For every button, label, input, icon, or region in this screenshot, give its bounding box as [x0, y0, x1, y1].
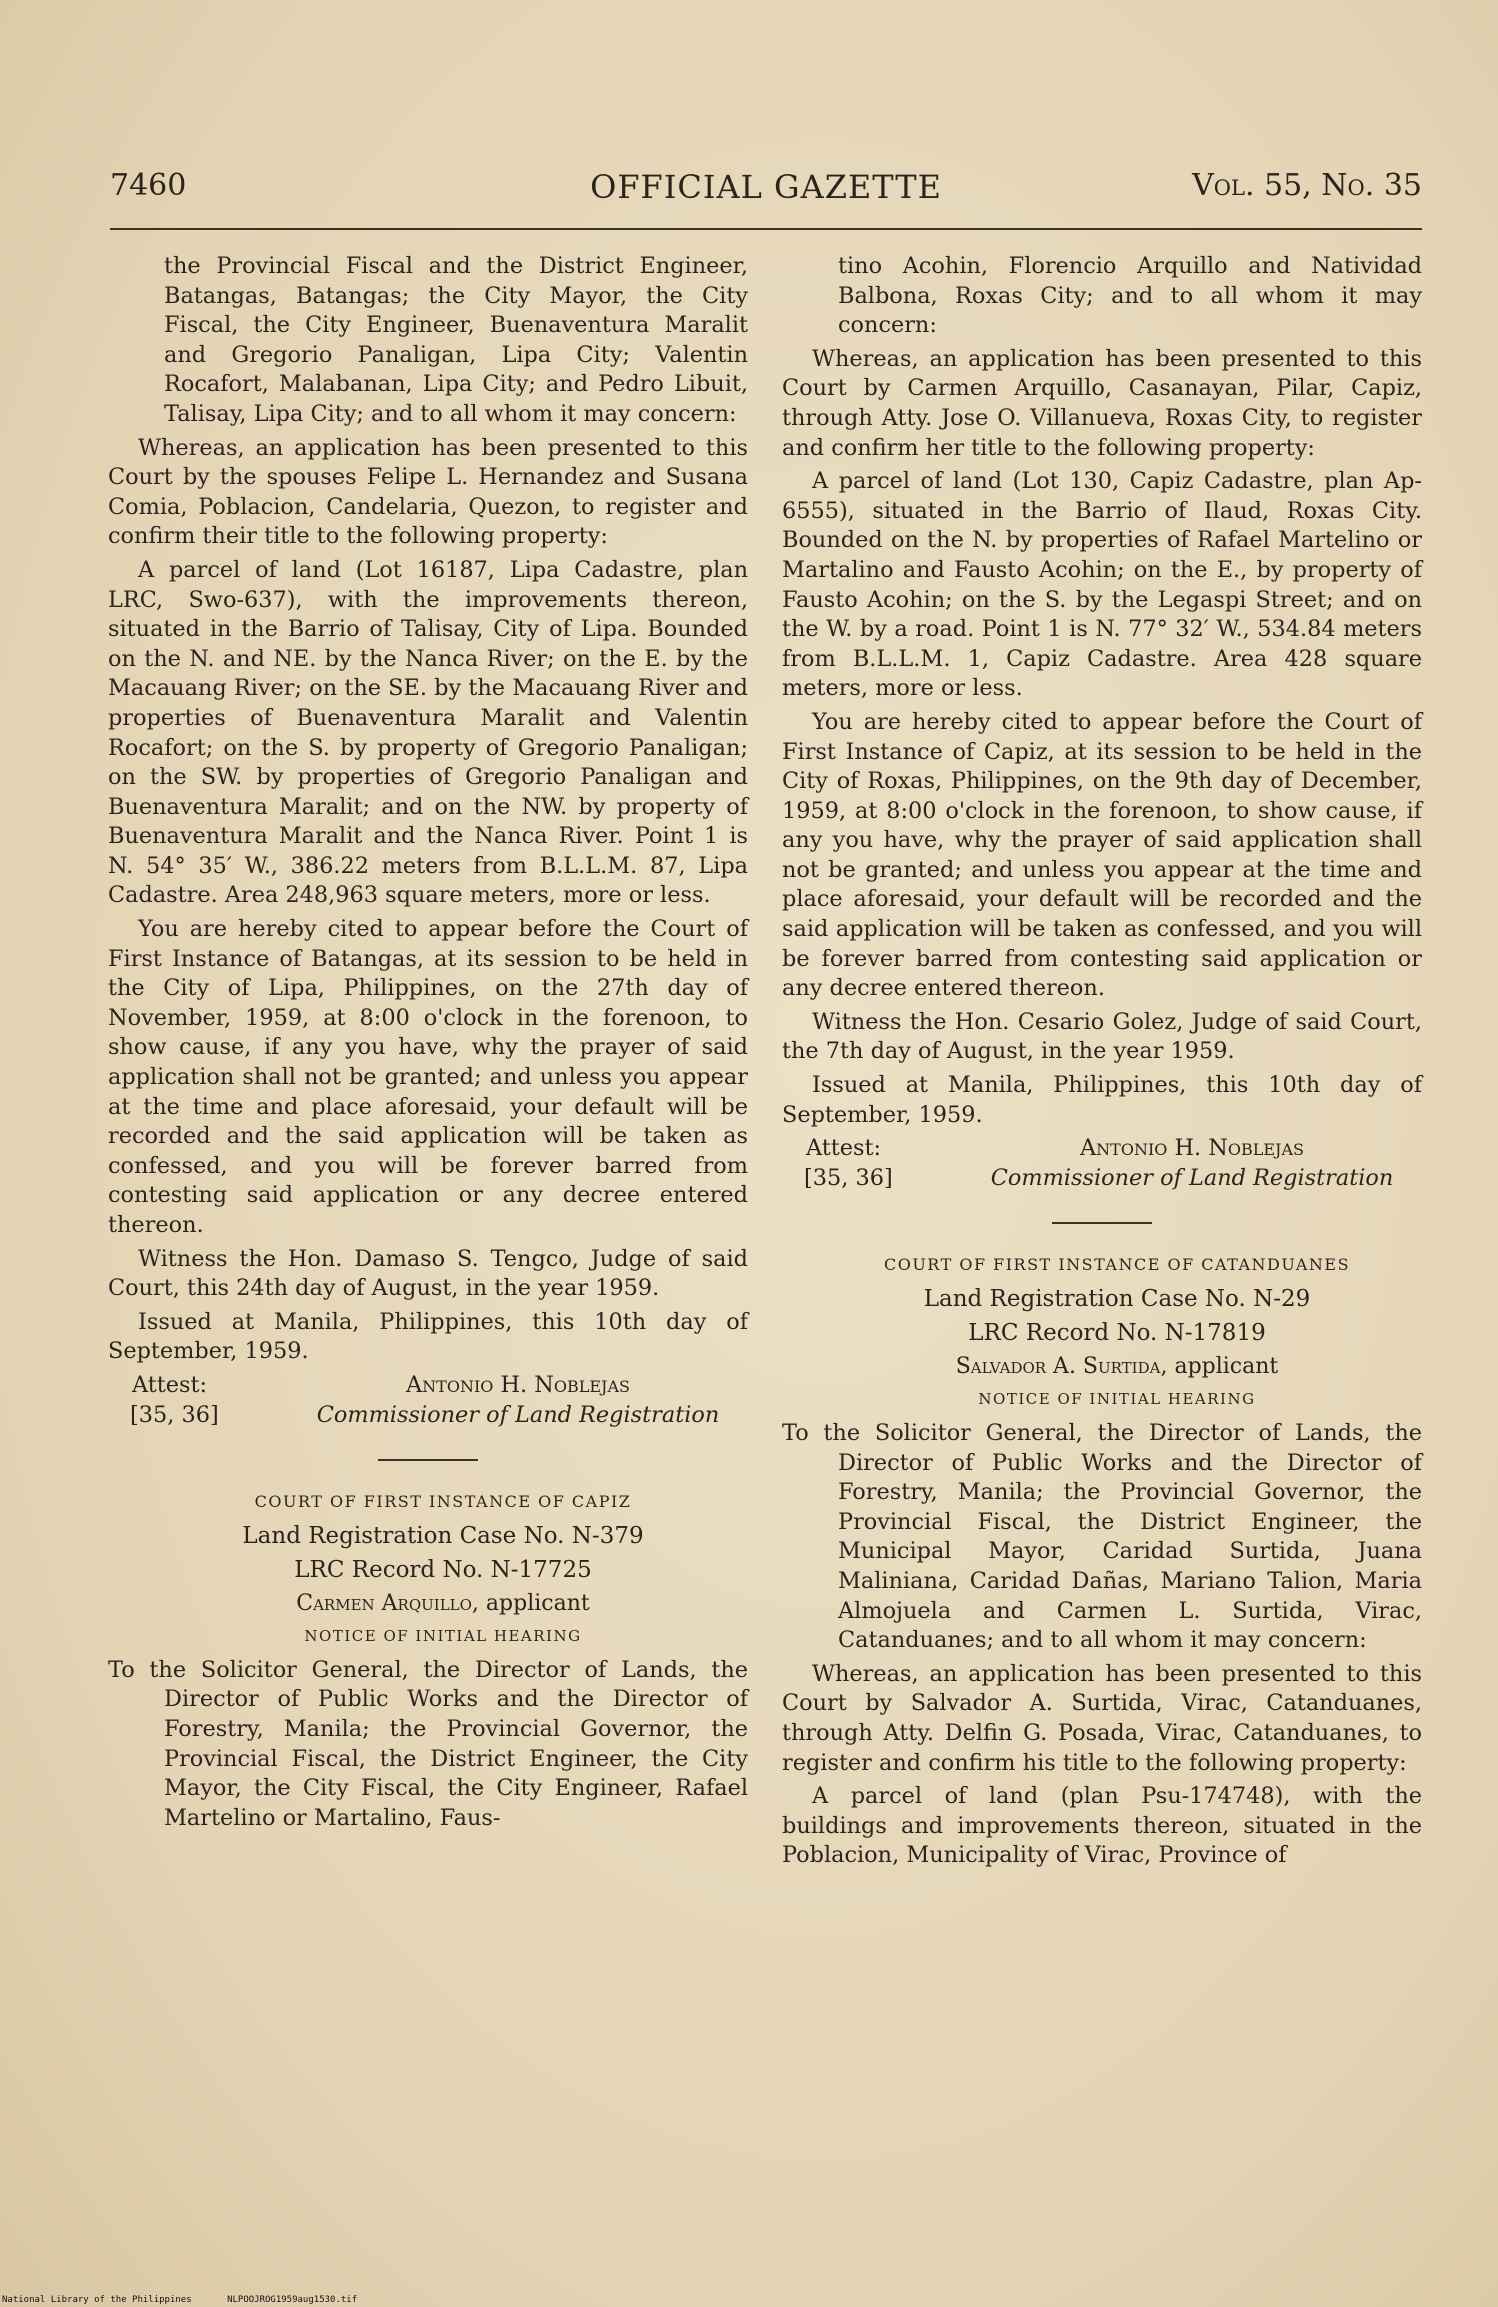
addressees-continued: tino Acohin, Florencio Arquillo and Natividad Balbona, Roxas City; and to all whom it may concern: — [838, 253, 1422, 339]
property-description: A parcel of land (Lot 130, Capiz Cadastre, plan Ap-6555), situated in the Barrio of Ilaud, Roxas City. Bounded on the N. by properties of Rafael Martelino or Martalino and Fausto Acohin; on the E., by property of Fausto Acohin; on the S. by the Legaspi Street; and on the W. by a road. Point 1 is N. 77° 32′ W., 534.84 meters from B.L.L.M. 1, Capiz Cadastre. Area 428 square meters, more or less. — [782, 468, 1422, 702]
whereas-paragraph: Whereas, an application has been presented to this Court by the spouses Felipe L. Hernandez and Susana Comia, Poblacion, Candelaria, Quezon, to register and confirm their title to the following property: — [108, 434, 748, 550]
attest-reference: [35, 36] — [804, 1165, 893, 1192]
whereas-paragraph: Whereas, an application has been presented to this Court by Salvador A. Surtida, Virac, Catanduanes, through Atty. Delfin G. Posada, Virac, Catanduanes, to register and confirm his title to the following property: — [782, 1660, 1422, 1776]
attest-reference: [35, 36] — [130, 1401, 219, 1428]
witness-paragraph: Witness the Hon. Damaso S. Tengco, Judge of said Court, this 24th day of August, in the year 1959. — [108, 1245, 748, 1302]
applicant-line — [782, 1352, 1422, 1382]
court-heading: COURT OF FIRST INSTANCE OF CAPIZ — [254, 1491, 632, 1511]
commissioner-title: Commissioner of Land Registration — [316, 1401, 720, 1428]
applicant-line — [108, 1589, 748, 1619]
case-number: Land Registration Case No. N-29 — [923, 1285, 1311, 1312]
page-header — [110, 168, 1422, 212]
commissioner-name: Antonio H. Noblejas — [1080, 1135, 1304, 1162]
attest-block — [782, 1134, 1422, 1194]
left-column — [108, 252, 748, 1837]
whereas-paragraph: Whereas, an application has been presented to this Court by Carmen Arquillo, Casanayan, Pilar, Capiz, through Atty. Jose O. Villanueva, Roxas City, to register and confirm her title to the following property: — [782, 345, 1422, 461]
applicant-name: Carmen Arquillo — [296, 1590, 472, 1616]
applicant-name: Salvador A. Surtida — [955, 1353, 1161, 1379]
attest-label: Attest: — [806, 1135, 882, 1162]
court-heading: COURT OF FIRST INSTANCE OF CATANDUANES — [883, 1255, 1351, 1275]
commissioner-name: Antonio H. Noblejas — [406, 1371, 630, 1398]
property-description: A parcel of land (Lot 16187, Lipa Cadastre, plan LRC, Swo-637), with the improvements thereon, situated in the Barrio of Talisay, City of Lipa. Bounded on the N. and NE. by the Nanca River; on the E. by the Macauang River; on the SE. by the Macauang River and properties of Buenaventura Maralit and Valentin Rocafort; on the S. by property of Gregorio Panaligan; on the SW. by properties of Gregorio Panaligan and Buenaventura Maralit; and on the NW. by property of Buenaventura Maralit and the Nanca River. Point 1 is N. 54° 35′ W., 386.22 meters from B.L.L.M. 87, Lipa Cadastre. Area 248,963 square meters, more or less. — [108, 556, 748, 909]
right-column — [782, 252, 1422, 1875]
attest-block — [108, 1371, 748, 1431]
publication-title: OFFICIAL GAZETTE — [590, 168, 942, 206]
section-divider — [1052, 1222, 1152, 1224]
page-number: 7460 — [110, 168, 187, 203]
case-number: Land Registration Case No. N-379 — [242, 1522, 644, 1549]
notice-heading: NOTICE OF INITIAL HEARING — [304, 1627, 582, 1646]
citation-paragraph: You are hereby cited to appear before the Court of First Instance of Capiz, at its session to be held in the City of Roxas, Philippines, on the 9th day of December, 1959, at 8:00 o'clock in the forenoon, to show cause, if any you have, why the prayer of said application shall not be granted; and unless you appear at the time and place aforesaid, your default will be recorded and the said application will be taken as confessed, and you will be forever barred from contesting said application or any decree entered thereon. — [782, 708, 1422, 1002]
citation-paragraph: You are hereby cited to appear before the Court of First Instance of Batangas, at its session to be held in the City of Lipa, Philippines, on the 27th day of November, 1959, at 8:00 o'clock in the forenoon, to show cause, if any you have, why the prayer of said application shall not be granted; and unless you appear at the time and place aforesaid, your default will be recorded and the said application will be taken as confessed, and you will be forever barred from contesting said application or any decree entered thereon. — [108, 916, 748, 1238]
addressees-paragraph: To the Solicitor General, the Director of Lands, the Director of Public Works and the Director of Forestry, Manila; the Provincial Governor, the Provincial Fiscal, the District Engineer, the Municipal Mayor, Caridad Surtida, Juana Maliniana, Caridad Dañas, Mariano Talion, Maria Almojuela and Carmen L. Surtida, Virac, Catanduanes; and to all whom it may concern: — [782, 1420, 1422, 1654]
volume-number: Vol. 55, No. 35 — [1192, 168, 1422, 203]
record-number: LRC Record No. N-17725 — [294, 1556, 592, 1583]
header-rule — [110, 228, 1422, 230]
section-divider — [378, 1459, 478, 1461]
applicant-suffix: , applicant — [471, 1590, 590, 1616]
record-number: LRC Record No. N-17819 — [968, 1319, 1266, 1346]
property-description: A parcel of land (plan Psu-174748), with the buildings and improvements thereon, situated in the Poblacion, Municipality of Virac, Province of — [782, 1783, 1422, 1869]
issued-paragraph: Issued at Manila, Philippines, this 10th day of September, 1959. — [782, 1072, 1422, 1128]
addressees-paragraph: To the Solicitor General, the Director of Lands, the Director of Public Works and the Director of Forestry, Manila; the Provincial Governor, the Provincial Fiscal, the District Engineer, the City Mayor, the City Fiscal, the City Engineer, Rafael Martelino or Martalino, Faus- — [108, 1656, 748, 1831]
commissioner-title: Commissioner of Land Registration — [990, 1165, 1394, 1192]
file-name: NLPOOJROG1959aug1530.tif — [227, 2295, 358, 2305]
library-credit: National Library of the Philippines — [2, 2295, 192, 2305]
scan-footer — [2, 2295, 387, 2305]
addressees-continued: the Provincial Fiscal and the District Engineer, Batangas, Batangas; the City Mayor, the City Fiscal, the City Engineer, Buenaventura Maralit and Gregorio Panaligan, Lipa City; Valentin Rocafort, Malabanan, Lipa City; and Pedro Libuit, Talisay, Lipa City; and to all whom it may concern: — [164, 253, 748, 427]
notice-heading: NOTICE OF INITIAL HEARING — [978, 1390, 1256, 1409]
applicant-suffix: , applicant — [1160, 1353, 1279, 1379]
witness-paragraph: Witness the Hon. Cesario Golez, Judge of said Court, the 7th day of August, in the year 1959. — [782, 1008, 1422, 1065]
attest-label: Attest: — [132, 1371, 208, 1398]
issued-paragraph: Issued at Manila, Philippines, this 10th day of September, 1959. — [108, 1308, 748, 1365]
